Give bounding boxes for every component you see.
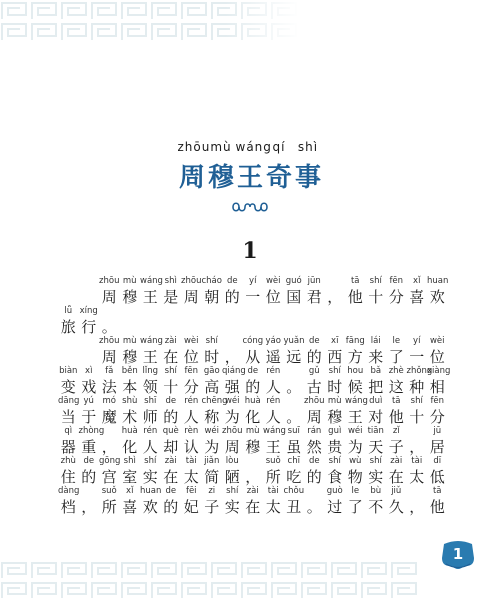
hanzi-character: 时 (327, 378, 343, 396)
hanzi-character: 法 (101, 378, 117, 396)
pinyin-row (58, 396, 448, 406)
hanzi-character: 的 (306, 468, 322, 486)
hanzi-character: 陋 (224, 468, 240, 486)
hanzi-character: 于 (81, 408, 97, 426)
pinyin-syllable: yuǎn (283, 336, 305, 346)
hanzi-character: 十 (409, 408, 425, 426)
hanzi-character: 在 (163, 468, 179, 486)
pinyin-syllable: mù (245, 426, 260, 436)
title-block (0, 140, 500, 214)
page-title (0, 157, 500, 194)
hanzi-character: 分 (429, 408, 445, 426)
hanzi-character: 高 (204, 378, 220, 396)
decorative-pattern-bottom (0, 560, 500, 600)
pinyin-syllable: huan (427, 276, 449, 286)
pinyin-syllable: què (162, 426, 179, 436)
title-pinyin-syllable: shì (297, 140, 319, 154)
pinyin-syllable: wéi (204, 426, 220, 436)
pinyin-syllable: wèi (429, 336, 445, 346)
pinyin-syllable: dāng (58, 396, 80, 406)
pinyin-syllable: tài (411, 456, 423, 466)
pinyin-syllable: huà (121, 426, 138, 436)
hanzi-character: 所 (101, 498, 117, 516)
hanzi-character: 穆 (245, 438, 261, 456)
hanzi-character: 低 (429, 468, 445, 486)
pinyin-syllable: rén (143, 426, 158, 436)
hanzi-character: 所 (265, 468, 281, 486)
hanzi-character: 然 (306, 438, 322, 456)
pinyin-syllable: xíng (79, 306, 98, 316)
pinyin-syllable: shì (123, 456, 136, 466)
pinyin-row (99, 276, 448, 286)
pinyin-syllable: fǎ (105, 366, 114, 376)
hanzi-row (99, 286, 448, 307)
pinyin-syllable: tā (350, 276, 360, 286)
hanzi-character: 宫 (101, 468, 117, 486)
pinyin-syllable: tiān (367, 426, 384, 436)
hanzi-character: ， (327, 288, 343, 306)
hanzi-character: 一 (245, 288, 261, 306)
hanzi-character: 为 (224, 408, 240, 426)
pinyin-syllable: lái (370, 336, 381, 346)
hanzi-character: 周 (306, 408, 322, 426)
hanzi-character: 在 (245, 498, 261, 516)
pinyin-row (58, 426, 448, 436)
hanzi-character: 室 (122, 468, 138, 486)
title-pinyin-syllable: zhōu (177, 140, 211, 154)
hanzi-character: 天 (368, 438, 384, 456)
pinyin-syllable: tā (391, 396, 401, 406)
title-pinyin (0, 140, 500, 156)
pinyin-syllable: zài (390, 456, 403, 466)
hanzi-character: 在 (163, 348, 179, 366)
hanzi-character: 为 (347, 438, 363, 456)
hanzi-character: 物 (347, 468, 363, 486)
pinyin-syllable: bǎ (370, 366, 382, 376)
pinyin-syllable: mù (122, 336, 137, 346)
hanzi-character: 旅 (60, 318, 76, 336)
hanzi-character: 西 (327, 348, 343, 366)
pinyin-syllable: zhōu (304, 396, 325, 406)
hanzi-character: 穆 (327, 408, 343, 426)
hanzi-character: 人 (142, 438, 158, 456)
hanzi-character: 候 (347, 378, 363, 396)
hanzi-character: 太 (265, 498, 281, 516)
pinyin-syllable: zi (208, 486, 216, 496)
hanzi-character: 王 (347, 408, 363, 426)
pinyin-syllable: lǐng (142, 366, 158, 376)
hanzi-character: 把 (368, 378, 384, 396)
hanzi-character: 实 (224, 498, 240, 516)
hanzi-row (58, 436, 448, 457)
pinyin-syllable: guì (328, 426, 342, 436)
pinyin-syllable: běn (121, 366, 138, 376)
hanzi-character: 来 (368, 348, 384, 366)
title-pinyin-syllable: mù (210, 140, 232, 154)
pinyin-syllable: fāng (345, 336, 365, 346)
pinyin-syllable: jiǎn (204, 456, 220, 466)
pinyin-syllable: zhōu (181, 276, 202, 286)
pinyin-syllable: de (226, 276, 238, 286)
pinyin-syllable: zǐ (392, 426, 400, 436)
pinyin-syllable: zhǒng (406, 366, 433, 376)
title-character: 王 (236, 163, 263, 193)
pinyin-syllable: wéi (224, 396, 240, 406)
hanzi-character: 简 (204, 468, 220, 486)
text-line (58, 306, 448, 336)
pinyin-syllable: le (351, 486, 360, 496)
pinyin-syllable: rèn (184, 426, 199, 436)
pinyin-syllable: suǒ (265, 456, 281, 466)
pinyin-syllable: mó (102, 396, 116, 406)
hanzi-character: 的 (163, 408, 179, 426)
title-character: 穆 (207, 163, 234, 193)
hanzi-character: ， (81, 498, 97, 516)
decorative-pattern-top (0, 0, 300, 42)
pinyin-syllable: duì (369, 396, 383, 406)
text-line (58, 336, 448, 366)
pinyin-syllable: huà (244, 396, 261, 406)
hanzi-character: 化 (245, 408, 261, 426)
page-number-badge (438, 540, 478, 574)
pinyin-syllable: rán (307, 426, 322, 436)
hanzi-character: 人 (265, 408, 281, 426)
hanzi-character: 贵 (327, 438, 343, 456)
hanzi-character: 领 (142, 378, 158, 396)
text-line (58, 276, 448, 306)
hanzi-character: 远 (286, 348, 302, 366)
hanzi-character: 实 (368, 468, 384, 486)
title-ornament-icon (230, 200, 270, 214)
pinyin-syllable: fēi (185, 486, 197, 496)
hanzi-character: 。 (286, 378, 302, 396)
hanzi-character: 时 (204, 348, 220, 366)
pinyin-syllable: wèi (265, 276, 281, 286)
pinyin-syllable: de (247, 366, 259, 376)
hanzi-row (58, 316, 120, 337)
hanzi-character: 在 (388, 468, 404, 486)
pinyin-syllable: jūn (307, 276, 321, 286)
hanzi-character: 行 (81, 318, 97, 336)
text-line (58, 426, 448, 456)
hanzi-character: 太 (409, 468, 425, 486)
hanzi-row (58, 406, 448, 427)
pinyin-syllable: tài (267, 486, 279, 496)
pinyin-syllable: le (392, 336, 401, 346)
pinyin-syllable: xī (331, 336, 339, 346)
pinyin-row (58, 306, 120, 316)
pinyin-syllable: shí (205, 336, 218, 346)
pinyin-syllable: zài (164, 456, 177, 466)
hanzi-character: 王 (142, 288, 158, 306)
hanzi-character: 喜 (122, 498, 138, 516)
hanzi-character: 术 (122, 408, 138, 426)
pinyin-syllable: fēn (430, 396, 445, 406)
pinyin-syllable: de (83, 456, 95, 466)
pinyin-syllable: shí (328, 456, 341, 466)
pinyin-syllable: shí (410, 396, 423, 406)
pinyin-syllable: rén (266, 366, 281, 376)
hanzi-character: 人 (183, 408, 199, 426)
pinyin-syllable: mù (122, 276, 137, 286)
pinyin-syllable: zhè (388, 366, 404, 376)
hanzi-row (58, 466, 448, 487)
pinyin-row (58, 456, 448, 466)
hanzi-character: 周 (224, 438, 240, 456)
hanzi-character: 丑 (286, 498, 302, 516)
pinyin-syllable: shí (164, 366, 177, 376)
hanzi-character: 了 (347, 498, 363, 516)
hanzi-character: ， (101, 438, 117, 456)
title-character: 周 (178, 163, 205, 193)
pinyin-row (99, 336, 448, 346)
pinyin-syllable: zhōu (99, 276, 120, 286)
pinyin-syllable: cháo (201, 276, 222, 286)
hanzi-character: 种 (409, 378, 425, 396)
hanzi-character: 人 (265, 378, 281, 396)
hanzi-character: 子 (388, 438, 404, 456)
hanzi-character: 吃 (286, 468, 302, 486)
pinyin-syllable: zhōu (222, 426, 243, 436)
hanzi-character: 他 (347, 288, 363, 306)
hanzi-character: 变 (60, 378, 76, 396)
pinyin-syllable: shí (328, 366, 341, 376)
title-character: 事 (294, 163, 321, 193)
hanzi-character: 当 (60, 408, 76, 426)
hanzi-row (58, 376, 448, 397)
pinyin-syllable: de (308, 456, 320, 466)
pinyin-syllable: shí (144, 456, 157, 466)
hanzi-character: 戏 (81, 378, 97, 396)
hanzi-character: 师 (142, 408, 158, 426)
hanzi-character: 分 (183, 378, 199, 396)
hanzi-character: 位 (429, 348, 445, 366)
pinyin-syllable: shù (122, 396, 138, 406)
pinyin-syllable: shī (144, 396, 157, 406)
pinyin-syllable: tā (432, 486, 442, 496)
hanzi-character: 却 (163, 438, 179, 456)
hanzi-character: 十 (163, 378, 179, 396)
pinyin-syllable: xǐ (413, 276, 421, 286)
hanzi-character: 。 (101, 318, 117, 336)
pinyin-syllable: huan (140, 486, 162, 496)
pinyin-syllable: zài (246, 486, 259, 496)
hanzi-character: 子 (204, 498, 220, 516)
pinyin-syllable: rén (266, 396, 281, 406)
hanzi-character: 朝 (204, 288, 220, 306)
text-line (58, 396, 448, 426)
hanzi-character: 的 (306, 348, 322, 366)
pinyin-syllable: xì (85, 366, 93, 376)
hanzi-character: 他 (429, 498, 445, 516)
pinyin-syllable: biàn (59, 366, 78, 376)
hanzi-character: 过 (327, 498, 343, 516)
hanzi-character: 欢 (429, 288, 445, 306)
hanzi-character: 久 (388, 498, 404, 516)
hanzi-character: 魔 (101, 408, 117, 426)
pinyin-syllable: zhù (60, 456, 76, 466)
pinyin-syllable: guó (285, 276, 302, 286)
pinyin-syllable: zhòng (78, 426, 105, 436)
hanzi-character: ， (245, 468, 261, 486)
text-line (58, 366, 451, 396)
pinyin-syllable: wáng (140, 336, 163, 346)
hanzi-character: 食 (327, 468, 343, 486)
hanzi-row (58, 496, 448, 517)
hanzi-character: 。 (286, 408, 302, 426)
hanzi-character: 周 (183, 288, 199, 306)
hanzi-character: 档 (60, 498, 76, 516)
pinyin-syllable: rén (184, 396, 199, 406)
title-pinyin-syllable: wáng (235, 140, 272, 154)
hanzi-character: 十 (368, 288, 384, 306)
pinyin-syllable: shì (164, 276, 177, 286)
hanzi-character: 不 (368, 498, 384, 516)
pinyin-syllable: wáng (263, 426, 286, 436)
hanzi-character: ， (409, 438, 425, 456)
text-line (58, 486, 448, 516)
pinyin-syllable: chǒu (283, 486, 305, 496)
chapter-number: 1 (242, 238, 258, 264)
pinyin-syllable: lòu (225, 456, 239, 466)
hanzi-character: 相 (429, 378, 445, 396)
pinyin-syllable: yú (83, 396, 94, 406)
pinyin-syllable: tài (185, 456, 197, 466)
pinyin-syllable: hou (347, 366, 364, 376)
pinyin-syllable: guò (326, 486, 343, 496)
hanzi-character: 欢 (142, 498, 158, 516)
pinyin-syllable: chēng (201, 396, 228, 406)
pinyin-syllable: qì (64, 426, 73, 436)
pinyin-syllable: shí (369, 456, 382, 466)
pinyin-syllable: yáo (265, 336, 281, 346)
hanzi-character: 位 (265, 288, 281, 306)
hanzi-character: 古 (306, 378, 322, 396)
hanzi-character: 妃 (183, 498, 199, 516)
pinyin-row (58, 366, 451, 376)
hanzi-character: 太 (183, 468, 199, 486)
pinyin-syllable: de (165, 486, 177, 496)
hanzi-character: 周 (101, 288, 117, 306)
pinyin-syllable: shí (226, 486, 239, 496)
pinyin-syllable: suǒ (101, 486, 117, 496)
hanzi-character: ， (224, 348, 240, 366)
pinyin-syllable: xǐ (126, 486, 134, 496)
hanzi-character: 实 (142, 468, 158, 486)
pinyin-syllable: wù (349, 456, 362, 466)
pinyin-syllable: suī (287, 426, 300, 436)
hanzi-character: 穆 (122, 348, 138, 366)
hanzi-character: 器 (60, 438, 76, 456)
hanzi-character: 喜 (409, 288, 425, 306)
pinyin-syllable: xiàng (427, 366, 451, 376)
pinyin-syllable: wèi (183, 336, 199, 346)
pinyin-syllable: gǔ (308, 366, 320, 376)
story-text (58, 276, 451, 516)
hanzi-character: 穆 (122, 288, 138, 306)
hanzi-row (99, 346, 448, 367)
hanzi-character: 的 (245, 378, 261, 396)
pinyin-syllable: gōng (99, 456, 121, 466)
hanzi-character: 称 (204, 408, 220, 426)
hanzi-character: 。 (306, 498, 322, 516)
hanzi-character: 从 (245, 348, 261, 366)
hanzi-character: 化 (122, 438, 138, 456)
pinyin-syllable: fēn (389, 276, 404, 286)
hanzi-character: 这 (388, 378, 404, 396)
pinyin-syllable: lǚ (64, 306, 73, 316)
hanzi-character: 王 (142, 348, 158, 366)
hanzi-character: 的 (224, 288, 240, 306)
pinyin-syllable: de (165, 396, 177, 406)
pinyin-syllable: bù (370, 486, 382, 496)
pinyin-row (58, 486, 448, 496)
pinyin-syllable: mù (327, 396, 342, 406)
hanzi-character: 王 (265, 438, 281, 456)
text-line (58, 456, 448, 486)
pinyin-syllable: fēn (184, 366, 199, 376)
pinyin-syllable: de (308, 336, 320, 346)
hanzi-character: 虽 (286, 438, 302, 456)
page-number: 1 (452, 545, 464, 563)
pinyin-syllable: shí (369, 276, 382, 286)
hanzi-character: 位 (183, 348, 199, 366)
pinyin-syllable: jiǔ (391, 486, 402, 496)
pinyin-syllable: wéi (347, 426, 363, 436)
pinyin-syllable: zhōu (99, 336, 120, 346)
hanzi-character: 君 (306, 288, 322, 306)
hanzi-character: 是 (163, 288, 179, 306)
pinyin-syllable: dàng (58, 486, 80, 496)
hanzi-character: 的 (163, 498, 179, 516)
hanzi-character: 他 (388, 408, 404, 426)
hanzi-character: 方 (347, 348, 363, 366)
hanzi-character: 国 (286, 288, 302, 306)
hanzi-character: 住 (60, 468, 76, 486)
hanzi-character: 居 (429, 438, 445, 456)
pinyin-syllable: dī (433, 456, 442, 466)
hanzi-character: 一 (409, 348, 425, 366)
hanzi-character: 对 (368, 408, 384, 426)
hanzi-character: 了 (388, 348, 404, 366)
pinyin-syllable: wáng (345, 396, 368, 406)
hanzi-character: 认 (183, 438, 199, 456)
pinyin-syllable: jū (433, 426, 442, 436)
hanzi-character: ， (409, 498, 425, 516)
pinyin-syllable: yí (413, 336, 421, 346)
hanzi-character: 分 (388, 288, 404, 306)
pinyin-syllable: qiáng (222, 366, 246, 376)
pinyin-syllable: zài (164, 336, 177, 346)
hanzi-character: 周 (101, 348, 117, 366)
hanzi-character: 遥 (265, 348, 281, 366)
hanzi-character: 强 (224, 378, 240, 396)
pinyin-syllable: gāo (203, 366, 220, 376)
title-character: 奇 (265, 163, 292, 193)
pinyin-syllable: yí (249, 276, 257, 286)
hanzi-character: 重 (81, 438, 97, 456)
title-pinyin-syllable: qí (272, 140, 286, 154)
hanzi-character: 为 (204, 438, 220, 456)
pinyin-syllable: wáng (140, 276, 163, 286)
pinyin-syllable: cóng (242, 336, 264, 346)
hanzi-character: 本 (122, 378, 138, 396)
hanzi-character: 的 (81, 468, 97, 486)
pinyin-syllable: chī (287, 456, 300, 466)
